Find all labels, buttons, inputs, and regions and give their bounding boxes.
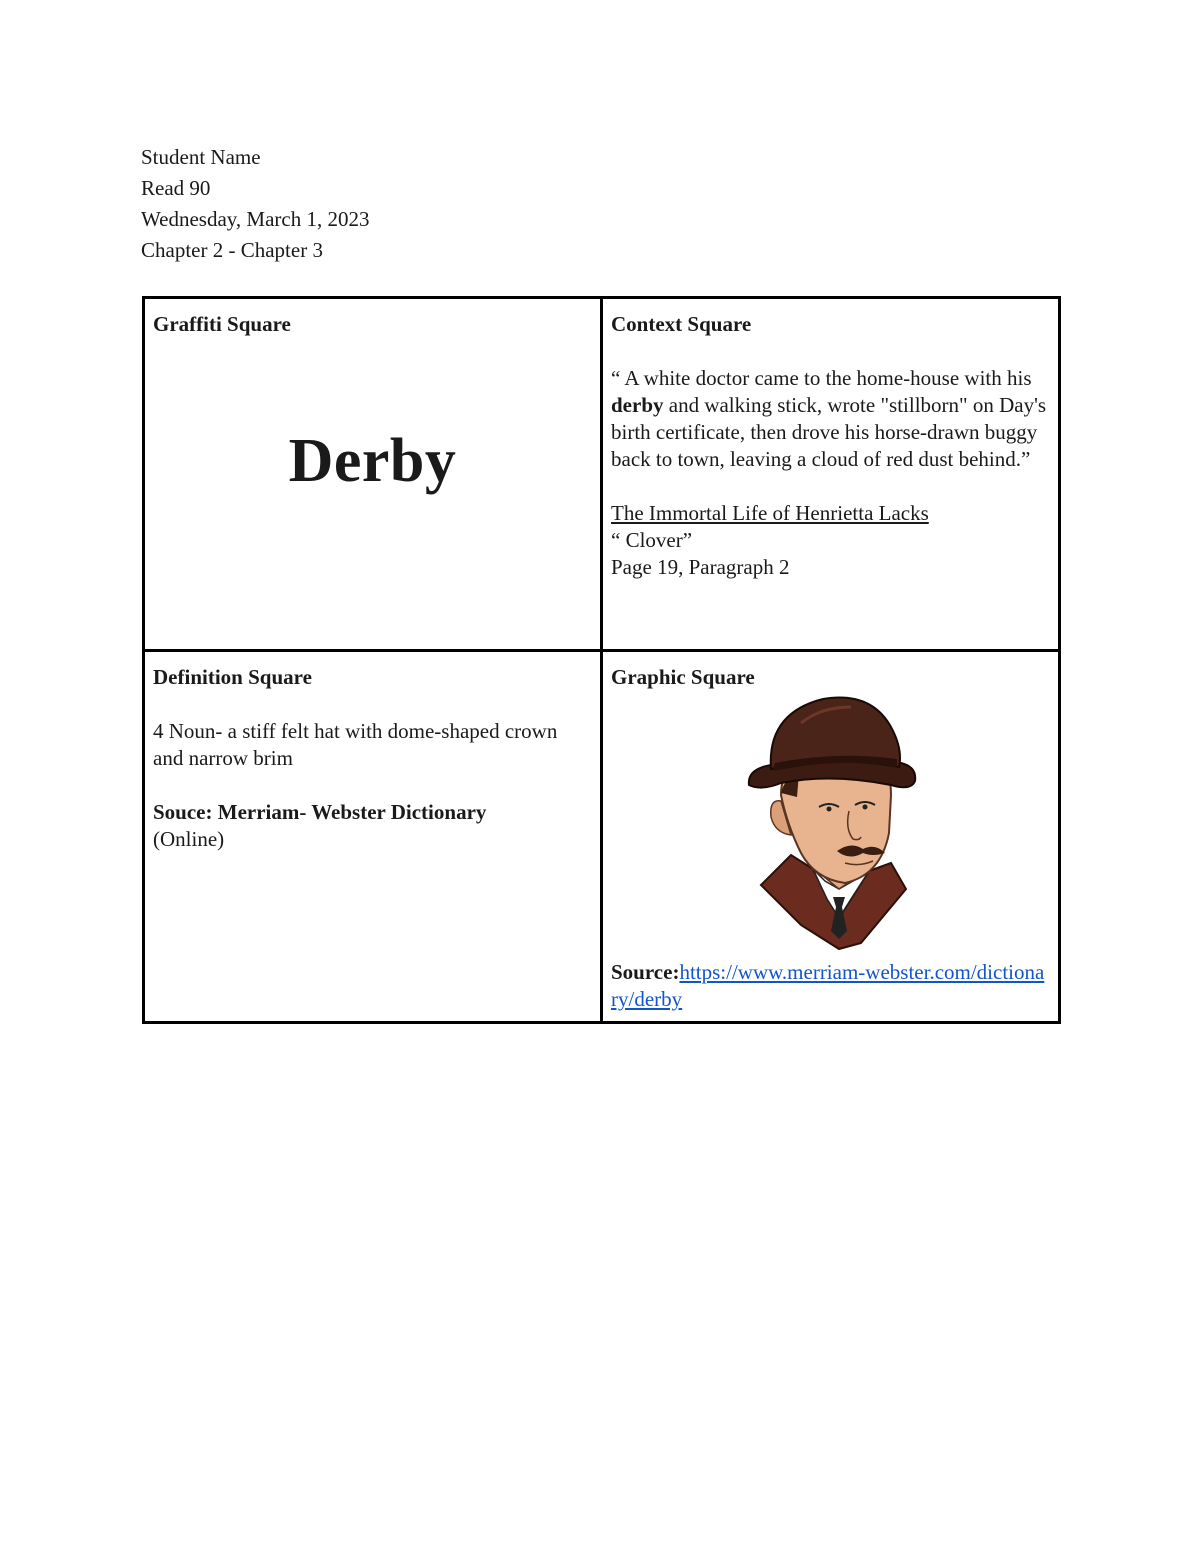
man-in-derby-hat-icon: [741, 693, 921, 951]
definition-square: [144, 651, 602, 1023]
graffiti-square: [144, 298, 602, 651]
graphic-square: [602, 651, 1060, 1023]
book-title: The Immortal Life of Henrietta Lacks: [611, 501, 929, 525]
context-square: [602, 298, 1060, 651]
graphic-source: [611, 959, 1050, 1013]
graphic-source-label: Source:: [611, 960, 680, 984]
course-name: Read 90: [141, 176, 211, 200]
definition-source-note: (Online): [153, 827, 225, 851]
chapter-range: Chapter 2 - Chapter 3: [141, 238, 323, 262]
context-quote: [611, 365, 1050, 473]
source-link[interactable]: https://www.merriam-webster.com/dictionary/derby: [611, 960, 1045, 1011]
student-name: Student Name: [141, 145, 261, 169]
assignment-date: Wednesday, March 1, 2023: [141, 207, 370, 231]
quote-location: Page 19, Paragraph 2: [611, 555, 790, 579]
context-square-title: Context Square: [611, 312, 752, 336]
definition-source: Souce: Merriam- Webster Dictionary: [153, 800, 487, 824]
derby-hat-illustration: [611, 693, 1050, 951]
frayer-model-table: [142, 296, 1061, 1024]
quote-text-start: “ A white doctor came to the home-house with his: [611, 366, 1032, 390]
vocabulary-word: Derby: [288, 427, 457, 495]
quote-text-end: and walking stick, wrote "stillborn" on Day's birth certificate, then drove his horse-drawn buggy back to town, leaving a cloud of red dust behind.”: [611, 393, 1047, 471]
document-header: [141, 142, 369, 266]
chapter-name: “ Clover”: [611, 528, 693, 552]
definition-text: 4 Noun- a stiff felt hat with dome-shaped crown and narrow brim: [153, 719, 558, 770]
graffiti-square-title: Graffiti Square: [153, 312, 291, 336]
definition-square-title: Definition Square: [153, 665, 312, 689]
quote-highlighted-word: derby: [611, 393, 664, 417]
graphic-square-title: Graphic Square: [611, 665, 755, 689]
